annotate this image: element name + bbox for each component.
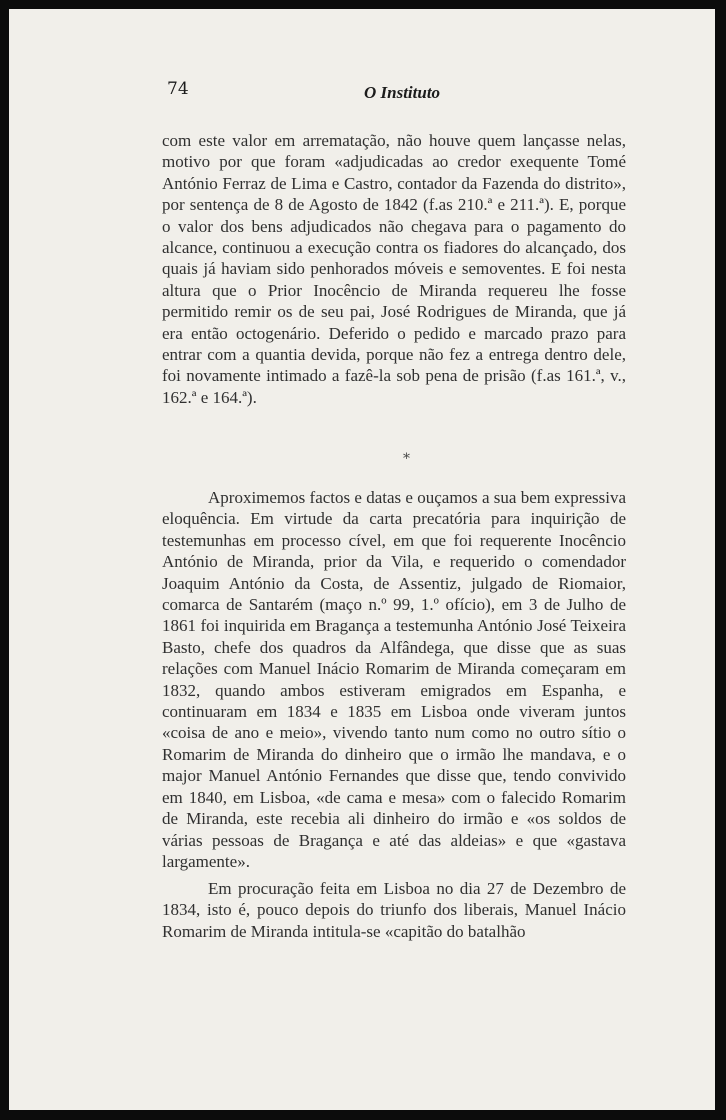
page-number: 74 (167, 79, 189, 99)
paragraph-3: Em procuração feita em Lisboa no dia 27 de Dezembro de 1834, isto é, pouco depois do triunfo dos liberais, Manuel Inácio Romarim de Miranda intitula-se «capitão do batalhão (162, 879, 626, 941)
paragraph-2: Aproximemos factos e datas e ouçamos a sua bem expressiva eloquência. Em virtude da carta precatória para inquirição de testemunhas em processo cível, em que foi requerente Inocêncio António de Miranda, prior da Vila, e requerido o comendador Joaquim António da Costa, de Assentiz, julgado de Riomaior, comarca de Santarém (maço n.º 99, 1.º ofício), em 3 de Julho de 1861 foi inquirida em Bragança a testemunha António José Teixeira Basto, chefe dos quadros da Alfândega, que disse que as suas relações com Manuel Inácio Romarim de Miranda começaram em 1832, quando ambos estiveram emigrados em Espanha, e continuaram em 1834 e 1835 em Lisboa onde viveram juntos «coisa de ano e meio», vivendo tanto num como no outro sítio o Romarim de Miranda do dinheiro que o irmão lhe mandava, e o major Manuel António Fernandes que disse que, tendo convivido em 1840, em Lisboa, «de cama e mesa» com o falecido Romarim de Miranda, este recebia ali dinheiro do irmão e «os soldos de várias pessoas de Bragança e até das aldeias» e que «gastava largamente». (162, 488, 626, 871)
book-page (9, 9, 715, 1110)
paragraph-1: com este valor em arrematação, não houve quem lançasse nelas, motivo por que foram «adjudicadas ao credor exequente Tomé António Ferraz de Lima e Castro, contador da Fazenda do distrito», por sentença de 8 de Agosto de 1842 (f.as 210.ª e 211.ª). E, porque o valor dos bens adjudicados não chegava para o pagamento do alcance, continuou a execução contra os fiadores do alcançado, dos quais já haviam sido penhorados móveis e semoventes. E foi nesta altura que o Prior Inocêncio de Miranda requereu lhe fosse permitido remir os de seu pai, José Rodrigues de Miranda, que já era então octogenário. Deferido o pedido e marcado prazo para entrar com a quantia devida, porque não fez a entrega dentro dele, foi novamente intimado a fazê-la sob pena de prisão (f.as 161.ª, v., 162.ª e 164.ª). (162, 131, 626, 407)
running-title: O Instituto (364, 83, 441, 102)
section-separator: * (403, 451, 410, 467)
